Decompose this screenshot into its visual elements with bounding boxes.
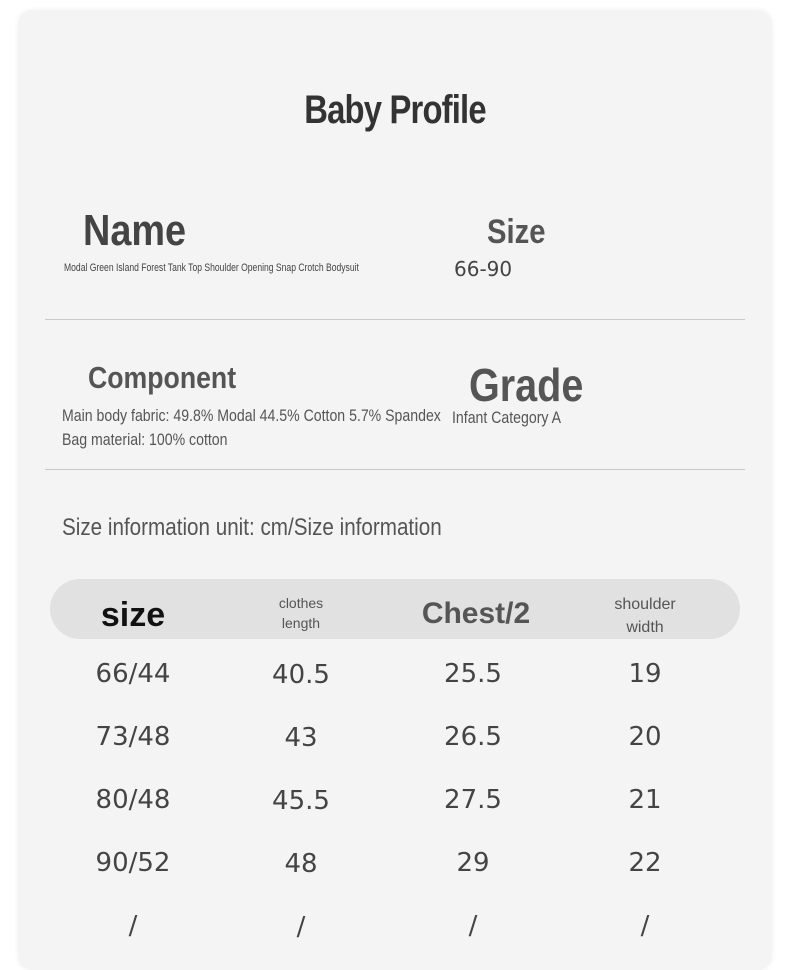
table-cell: 22 — [628, 848, 662, 878]
header-shoulder-width-line1: shoulder — [614, 596, 676, 613]
size-info-heading: Size information unit: cm/Size information — [62, 514, 442, 541]
table-cell: 19 — [628, 659, 662, 689]
table-cell: 73/48 — [95, 722, 171, 752]
table-cell: 66/44 — [95, 659, 171, 689]
component-value-line2: Bag material: 100% cotton — [62, 430, 228, 449]
table-cell: 45.5 — [272, 786, 330, 816]
table-cell: 40.5 — [272, 660, 330, 690]
component-label: Component — [88, 360, 237, 395]
header-clothes-length-line2: length — [281, 615, 321, 631]
table-cell: / — [296, 912, 306, 942]
component-value-line1: Main body fabric: 49.8% Modal 44.5% Cotton 5.7% Spandex — [62, 406, 441, 425]
table-cell: 25.5 — [444, 659, 502, 689]
header-clothes-length — [279, 593, 323, 633]
table-cell: / — [128, 911, 138, 941]
divider — [45, 319, 745, 320]
table-cell: 21 — [628, 785, 662, 815]
header-size: size — [100, 596, 166, 634]
name-value: Modal Green Island Forest Tank Top Shoulder Opening Snap Crotch Bodysuit — [64, 262, 359, 274]
grade-value: Infant Category A — [452, 408, 562, 427]
table-cell: 26.5 — [444, 722, 502, 752]
table-cell: 48 — [284, 849, 318, 879]
size-label: Size — [487, 213, 546, 251]
header-chest: Chest/2 — [421, 597, 531, 630]
table-cell: / — [468, 911, 478, 941]
grade-label: Grade — [469, 359, 584, 411]
header-clothes-length-line1: clothes — [278, 595, 324, 611]
table-cell: 20 — [628, 722, 662, 752]
profile-card — [18, 10, 772, 970]
table-cell: 27.5 — [444, 785, 502, 815]
table-cell: 90/52 — [95, 848, 171, 878]
size-value: 66-90 — [454, 257, 513, 281]
table-cell: 80/48 — [95, 785, 171, 815]
table-cell: 29 — [456, 848, 490, 878]
divider — [45, 469, 745, 470]
header-shoulder-width — [614, 593, 675, 639]
name-label: Name — [83, 206, 187, 255]
page-title: Baby Profile — [304, 88, 486, 132]
table-cell: / — [640, 911, 650, 941]
header-shoulder-width-line2: width — [626, 619, 664, 636]
table-cell: 43 — [284, 723, 318, 753]
